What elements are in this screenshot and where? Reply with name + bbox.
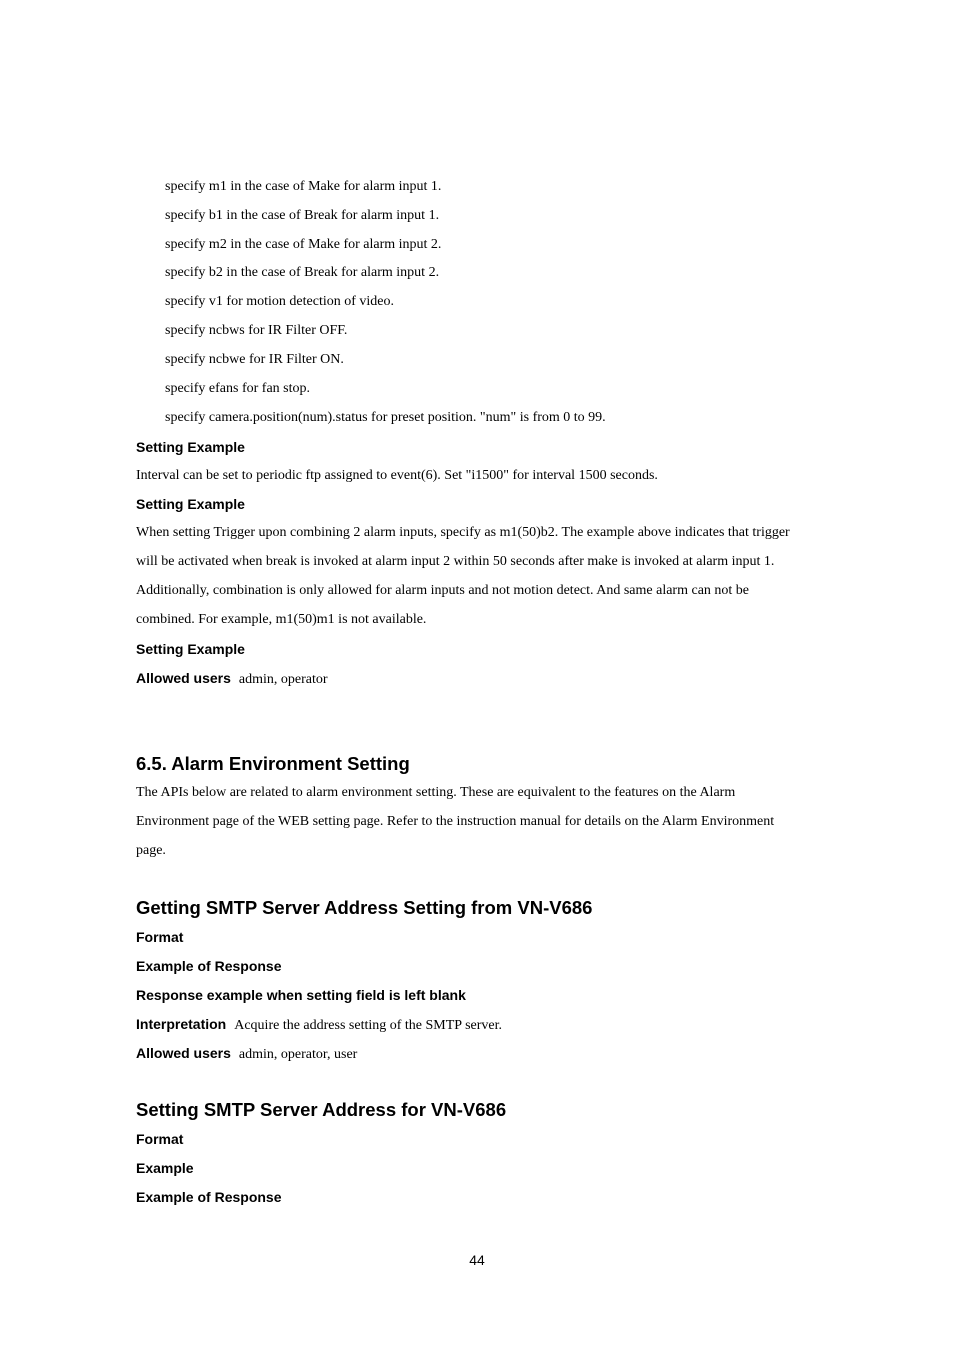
setting-example-label: Setting Example [136,496,245,512]
section-body-line: page. [136,843,166,858]
allowed-users-row [136,1044,357,1064]
spec-line: specify ncbws for IR Filter OFF. [165,323,348,338]
section-heading: 6.5. Alarm Environment Setting [136,753,410,774]
setting-example-text: When setting Trigger upon combining 2 alarm inputs, specify as m1(50)b2. The example above indicates that trigger [136,525,790,540]
setting-example-text: will be activated when break is invoked at alarm input 2 within 50 seconds after make is invoked at alarm input 1. [136,554,775,569]
page-number: 44 [469,1252,485,1268]
setting-example-label: Setting Example [136,641,245,657]
allowed-users-value: admin, operator [238,672,328,687]
spec-line: specify m1 in the case of Make for alarm input 1. [165,179,442,194]
section-body-line: Environment page of the WEB setting page. Refer to the instruction manual for details on the Alarm Environment [136,814,775,829]
example-label: Example [136,1160,194,1176]
allowed-users-value: admin, operator, user [238,1047,358,1062]
spec-line: specify efans for fan stop. [165,381,311,396]
setting-example-text: Additionally, combination is only allowed for alarm inputs and not motion detect. And same alarm can not be [136,583,750,598]
spec-line: specify b1 in the case of Break for alarm input 1. [165,208,440,223]
setting-example-label: Setting Example [136,439,245,455]
spec-line: specify m2 in the case of Make for alarm input 2. [165,237,442,252]
allowed-users-label: Allowed users [136,1045,231,1061]
setting-example-text: Interval can be set to periodic ftp assigned to event(6). Set "i1500" for interval 1500 seconds. [136,468,658,483]
spec-line: specify camera.position(num).status for preset position. "num" is from 0 to 99. [165,410,606,425]
section-body-line: The APIs below are related to alarm environment setting. These are equivalent to the features on the Alarm [136,785,736,800]
example-response-label: Example of Response [136,1189,282,1205]
interpretation-value: Acquire the address setting of the SMTP server. [234,1018,502,1033]
allowed-users-row [136,669,328,689]
interpretation-label: Interpretation [136,1016,227,1032]
blank-response-label: Response example when setting field is left blank [136,987,466,1003]
subsection-heading: Setting SMTP Server Address for VN-V686 [136,1099,507,1120]
interpretation-row [136,1015,502,1035]
format-label: Format [136,1131,184,1147]
spec-line: specify b2 in the case of Break for alarm input 2. [165,265,440,280]
setting-example-text: combined. For example, m1(50)m1 is not available. [136,612,427,627]
example-response-label: Example of Response [136,958,282,974]
spec-line: specify ncbwe for IR Filter ON. [165,352,344,367]
spec-line: specify v1 for motion detection of video. [165,294,394,309]
format-label: Format [136,929,184,945]
subsection-heading: Getting SMTP Server Address Setting from VN-V686 [136,897,593,918]
allowed-users-label: Allowed users [136,670,231,686]
